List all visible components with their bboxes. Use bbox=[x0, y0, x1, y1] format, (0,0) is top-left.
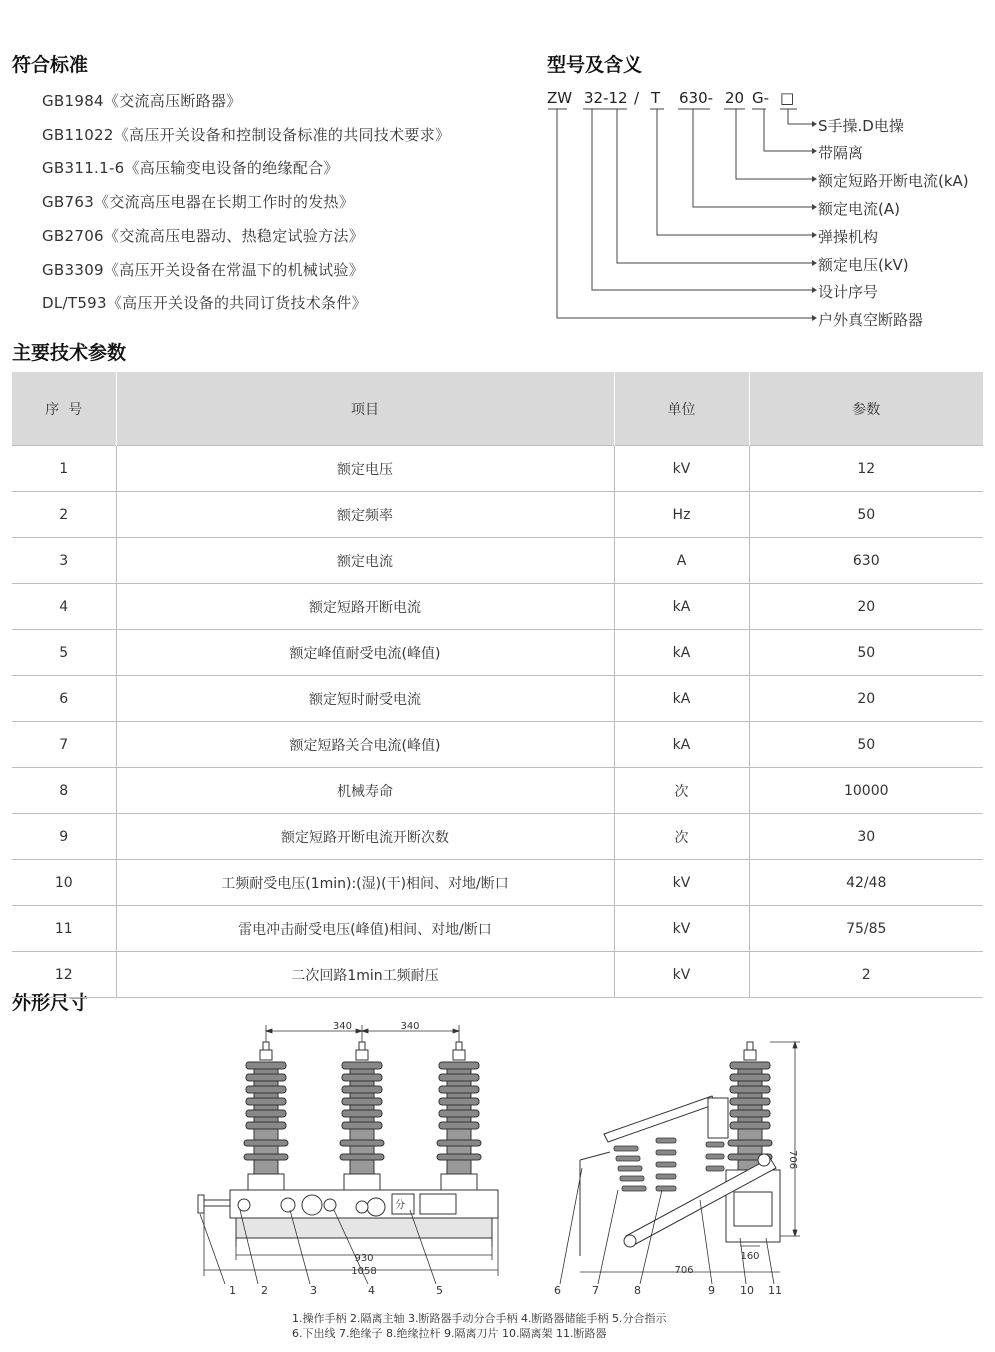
legend-line-2: 6.下出线 7.绝缘子 8.绝缘拉杆 9.隔离刀片 10.隔离架 11.断路器 bbox=[292, 1327, 607, 1340]
standard-item: GB763《交流高压电器在长期工作时的发热》 bbox=[42, 193, 355, 211]
cell-value: 50 bbox=[749, 630, 983, 676]
header-index: 序 号 bbox=[12, 372, 116, 446]
cell-value: 50 bbox=[749, 722, 983, 768]
model-code-current: 630- bbox=[679, 89, 714, 107]
cell-index: 9 bbox=[12, 814, 116, 860]
side-dim-width: 706 bbox=[674, 1265, 694, 1276]
cell-item: 额定电压 bbox=[116, 446, 614, 492]
cell-unit: Hz bbox=[614, 492, 749, 538]
callout: 4 bbox=[368, 1284, 375, 1297]
indicator-label: 分 bbox=[395, 1200, 405, 1211]
cell-unit: kA bbox=[614, 584, 749, 630]
front-dim-930: 930 bbox=[354, 1253, 374, 1264]
model-code-operation: □ bbox=[780, 89, 795, 107]
cell-item: 额定频率 bbox=[116, 492, 614, 538]
callout: 6 bbox=[554, 1284, 561, 1297]
model-code-breaking: 20 bbox=[725, 89, 745, 107]
standard-item: GB311.1-6《高压输变电设备的绝缘配合》 bbox=[42, 159, 339, 177]
cell-value: 42/48 bbox=[749, 860, 983, 906]
cell-index: 5 bbox=[12, 630, 116, 676]
cell-unit: kV bbox=[614, 446, 749, 492]
standard-item: DL/T593《高压开关设备的共同订货技术条件》 bbox=[42, 294, 367, 312]
cell-item: 额定短路开断电流开断次数 bbox=[116, 814, 614, 860]
cell-item: 工频耐受电压(1min):(湿)(干)相间、对地/断口 bbox=[116, 860, 614, 906]
dimensions-title: 外形尺寸 bbox=[12, 992, 89, 1014]
model-meaning: 户外真空断路器 bbox=[818, 311, 924, 329]
cell-value: 50 bbox=[749, 492, 983, 538]
side-view bbox=[554, 1042, 800, 1297]
standards-title: 符合标准 bbox=[12, 54, 89, 76]
cell-value: 20 bbox=[749, 584, 983, 630]
cell-value: 12 bbox=[749, 446, 983, 492]
cell-unit: kV bbox=[614, 906, 749, 952]
model-code-isolator: G- bbox=[752, 89, 770, 107]
cell-unit: kV bbox=[614, 952, 749, 998]
cell-index: 12 bbox=[12, 952, 116, 998]
model-meaning: 设计序号 bbox=[818, 283, 879, 301]
callout: 1 bbox=[229, 1284, 236, 1297]
cell-index: 1 bbox=[12, 446, 116, 492]
cell-item: 二次回路1min工频耐压 bbox=[116, 952, 614, 998]
side-dim-160: 160 bbox=[740, 1251, 760, 1262]
cell-index: 4 bbox=[12, 584, 116, 630]
cell-unit: 次 bbox=[614, 768, 749, 814]
model-title: 型号及含义 bbox=[547, 54, 643, 76]
front-dim-1058: 1058 bbox=[351, 1266, 377, 1277]
callout: 11 bbox=[768, 1284, 782, 1297]
front-dim-340-left: 340 bbox=[332, 1021, 352, 1032]
header-item: 项目 bbox=[116, 372, 614, 446]
cell-item: 额定短时耐受电流 bbox=[116, 676, 614, 722]
standard-item: GB1984《交流高压断路器》 bbox=[42, 92, 242, 110]
cell-value: 630 bbox=[749, 538, 983, 584]
callout: 7 bbox=[592, 1284, 599, 1297]
callout: 8 bbox=[634, 1284, 641, 1297]
model-meaning: 额定短路开断电流(kA) bbox=[818, 172, 969, 190]
cell-unit: kA bbox=[614, 676, 749, 722]
cell-value: 2 bbox=[749, 952, 983, 998]
front-view bbox=[198, 1021, 498, 1297]
model-meaning: 带隔离 bbox=[818, 144, 864, 162]
model-code-mechanism: T bbox=[651, 89, 661, 107]
model-meaning: 额定电流(A) bbox=[818, 200, 900, 218]
standard-item: GB2706《交流高压电器动、热稳定试验方法》 bbox=[42, 227, 364, 245]
cell-index: 7 bbox=[12, 722, 116, 768]
cell-index: 2 bbox=[12, 492, 116, 538]
cell-unit: 次 bbox=[614, 814, 749, 860]
cell-value: 20 bbox=[749, 676, 983, 722]
callout: 3 bbox=[310, 1284, 317, 1297]
model-meaning: 弹操机构 bbox=[818, 228, 879, 246]
standard-item: GB3309《高压开关设备在常温下的机械试验》 bbox=[42, 261, 364, 279]
cell-value: 30 bbox=[749, 814, 983, 860]
cell-unit: A bbox=[614, 538, 749, 584]
callout: 9 bbox=[708, 1284, 715, 1297]
side-dim-height: 706 bbox=[787, 1150, 798, 1170]
callout: 5 bbox=[436, 1284, 443, 1297]
cell-value: 10000 bbox=[749, 768, 983, 814]
model-meaning: 额定电压(kV) bbox=[818, 256, 909, 274]
cell-unit: kA bbox=[614, 630, 749, 676]
callout: 2 bbox=[261, 1284, 268, 1297]
header-unit: 单位 bbox=[614, 372, 749, 446]
cell-item: 额定短路关合电流(峰值) bbox=[116, 722, 614, 768]
cell-item: 雷电冲击耐受电压(峰值)相间、对地/断口 bbox=[116, 906, 614, 952]
cell-value: 75/85 bbox=[749, 906, 983, 952]
cell-unit: kA bbox=[614, 722, 749, 768]
header-value: 参数 bbox=[749, 372, 983, 446]
model-code-voltage: 32-12 bbox=[584, 89, 628, 107]
standard-item: GB11022《高压开关设备和控制设备标准的共同技术要求》 bbox=[42, 126, 451, 144]
cell-item: 机械寿命 bbox=[116, 768, 614, 814]
model-meaning: S手操.D电操 bbox=[818, 117, 904, 135]
cell-index: 3 bbox=[12, 538, 116, 584]
cell-item: 额定电流 bbox=[116, 538, 614, 584]
callout: 10 bbox=[740, 1284, 754, 1297]
legend-line-1: 1.操作手柄 2.隔离主轴 3.断路器手动分合手柄 4.断路器储能手柄 5.分合指示 bbox=[292, 1312, 667, 1325]
model-code-slash: / bbox=[634, 89, 640, 107]
cell-index: 11 bbox=[12, 906, 116, 952]
cell-index: 10 bbox=[12, 860, 116, 906]
params-title: 主要技术参数 bbox=[12, 342, 127, 364]
model-code-zw: ZW bbox=[547, 89, 573, 107]
cell-item: 额定峰值耐受电流(峰值) bbox=[116, 630, 614, 676]
cell-index: 8 bbox=[12, 768, 116, 814]
cell-unit: kV bbox=[614, 860, 749, 906]
front-dim-340-right: 340 bbox=[400, 1021, 420, 1032]
cell-item: 额定短路开断电流 bbox=[116, 584, 614, 630]
cell-index: 6 bbox=[12, 676, 116, 722]
